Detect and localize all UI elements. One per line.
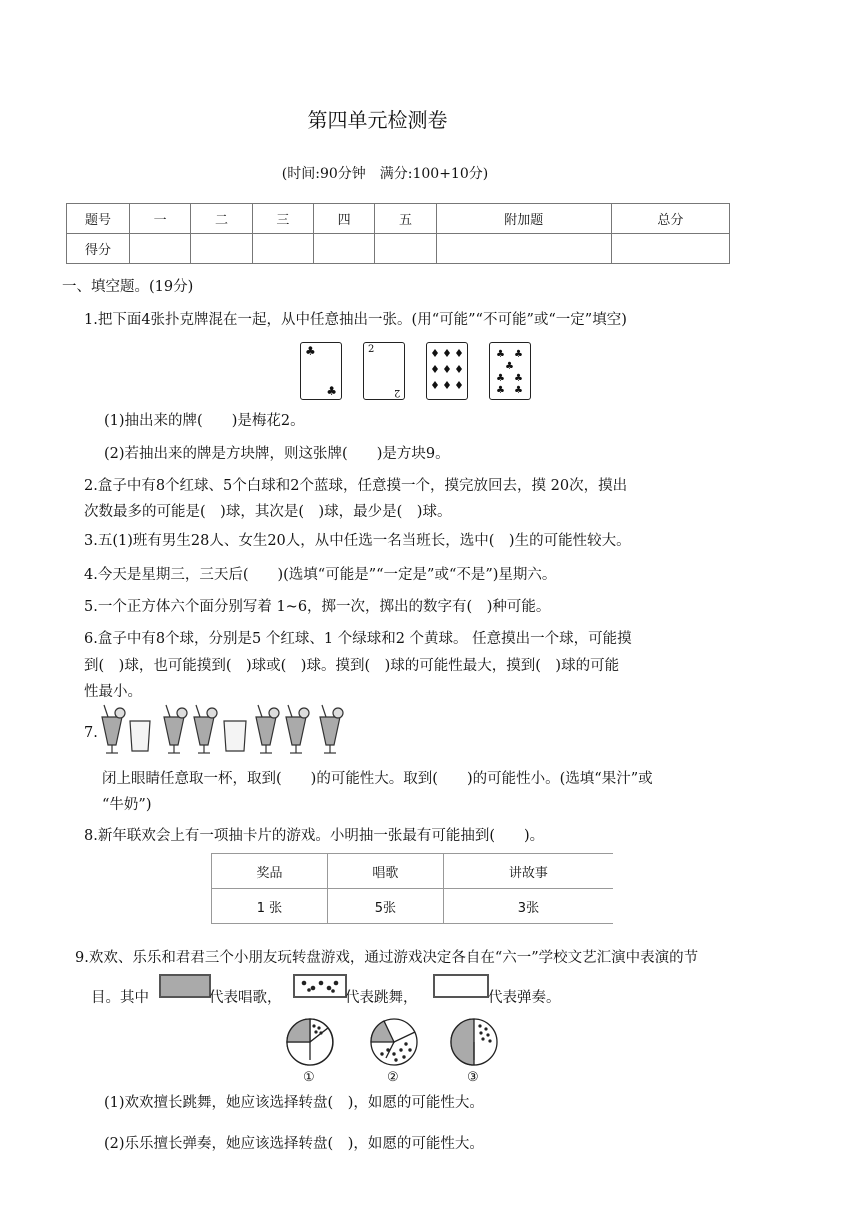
question-2-line-1: 2.盒子中有8个红球、5个白球和2个蓝球，任意摸一个，摸完放回去，摸 20次，摸出: [84, 478, 628, 494]
score-header-cell: 总分: [611, 204, 729, 234]
svg-text:♣: ♣: [496, 373, 505, 384]
score-cell[interactable]: [191, 234, 252, 264]
svg-text:♣: ♣: [514, 373, 523, 384]
juice-cup-icon: [102, 705, 125, 753]
score-header-cell: 五: [375, 204, 436, 234]
juice-cup-icon: [256, 705, 279, 753]
prize-cell: 讲故事: [443, 854, 613, 889]
spinner-label-2: ②: [387, 1070, 399, 1085]
score-cell[interactable]: [436, 234, 611, 264]
score-header-cell: 附加题: [436, 204, 611, 234]
singing-legend-icon: [159, 974, 211, 998]
spinner-label-3: ③: [467, 1070, 479, 1085]
spinner-1-icon: [287, 1019, 333, 1065]
prize-cell: 5张: [327, 889, 443, 924]
spinner-3-icon: [451, 1019, 497, 1065]
juice-cup-icon: [286, 705, 309, 753]
card-9-diamond-icon: [426, 342, 468, 400]
score-cell[interactable]: [130, 234, 191, 264]
question-1: 1.把下面4张扑克牌混在一起，从中任意抽出一张。(用“可能”“不可能”或“一定”填空): [84, 312, 627, 328]
svg-text:♣: ♣: [505, 361, 514, 372]
score-header-cell: 二: [191, 204, 252, 234]
score-cell[interactable]: [313, 234, 374, 264]
svg-text:♣: ♣: [514, 349, 523, 360]
cups-illustration: [98, 703, 353, 757]
prize-header-row: [212, 854, 614, 889]
score-cell[interactable]: [252, 234, 313, 264]
prize-cell: 1 张: [212, 889, 328, 924]
question-9-line-2b: 代表唱歌，: [209, 990, 282, 1006]
prize-cell: 奖品: [212, 854, 328, 889]
question-2-line-2: 次数最多的可能是( )球，其次是( )球，最少是( )球。: [84, 504, 452, 520]
prize-cell: 3张: [443, 889, 613, 924]
spinners-illustration: [284, 1014, 504, 1086]
question-1-sub-2: (2)若抽出来的牌是方块牌，则这张牌( )是方块9。: [104, 446, 450, 462]
question-1-sub-1: (1)抽出来的牌( )是梅花2。: [104, 413, 305, 429]
prize-table: [211, 853, 613, 924]
section-heading: 一、填空题。(19分): [62, 279, 194, 295]
question-9-line-2d: 代表弹奏。: [488, 990, 561, 1006]
question-5: 5.一个正方体六个面分别写着 1~6，掷一次，掷出的数字有( )种可能。: [84, 599, 551, 615]
score-header-cell: 四: [313, 204, 374, 234]
question-9-sub-2: (2)乐乐擅长弹奏，她应该选择转盘( )，如愿的可能性大。: [104, 1136, 484, 1152]
score-header-row: [67, 204, 730, 234]
score-row-label: 得分: [67, 234, 130, 264]
question-6-line-2: 到( )球，也可能摸到( )球或( )球。摸到( )球的可能性最大，摸到( )球的可能: [84, 658, 620, 674]
spinner-label-1: ①: [303, 1070, 315, 1085]
card-7-club-icon: [489, 342, 531, 400]
card-2-icon: 2 2: [363, 342, 405, 400]
prize-count-row: [212, 889, 614, 924]
svg-text:♣: ♣: [514, 385, 523, 396]
page-title: 第四单元检测卷: [307, 108, 448, 132]
score-cell[interactable]: [375, 234, 436, 264]
svg-text:♣: ♣: [496, 349, 505, 360]
question-7-line-1: 闭上眼睛任意取一杯，取到( )的可能性大。取到( )的可能性小。(选填“果汁”或: [102, 771, 653, 787]
score-header-cell: 题号: [67, 204, 130, 234]
spinner-2-icon: [371, 1019, 417, 1065]
question-4: 4.今天是星期三，三天后( )(选填“可能是”“一定是”或“不是”)星期六。: [84, 567, 557, 583]
svg-text:♣: ♣: [496, 385, 505, 396]
question-6-line-3: 性最小。: [84, 684, 142, 700]
question-3: 3.五(1)班有男生28人、女生20人，从中任选一名当班长，选中( )生的可能性较大。: [84, 533, 631, 549]
card-spade-icon: ♣ ♣: [300, 342, 342, 400]
question-6-line-1: 6.盒子中有8个球，分别是5 个红球、1 个绿球和2 个黄球。 任意摸出一个球，可能摸: [84, 631, 632, 647]
dancing-legend-icon: [293, 974, 347, 998]
score-table: [66, 203, 730, 264]
question-9-sub-1: (1)欢欢擅长跳舞，她应该选择转盘( )，如愿的可能性大。: [104, 1095, 484, 1111]
exam-info: (时间:90分钟 满分:100+10分): [281, 166, 489, 182]
question-9-line-2c: 代表跳舞，: [345, 990, 418, 1006]
score-row: [67, 234, 730, 264]
question-7-number: 7.: [84, 725, 98, 741]
playing-legend-icon: [433, 974, 489, 998]
milk-cup-icon: [130, 721, 150, 751]
question-8: 8.新年联欢会上有一项抽卡片的游戏。小明抽一张最有可能抽到( )。: [84, 828, 545, 844]
score-header-cell: 三: [252, 204, 313, 234]
juice-cup-icon: [164, 705, 187, 753]
juice-cup-icon: [320, 705, 343, 753]
prize-cell: 唱歌: [327, 854, 443, 889]
milk-cup-icon: [224, 721, 246, 751]
question-9-line-2a: 目。其中: [91, 990, 149, 1006]
score-cell[interactable]: [611, 234, 729, 264]
question-9-line-1: 9.欢欢、乐乐和君君三个小朋友玩转盘游戏，通过游戏决定各自在“六一”学校文艺汇演中表演的节: [75, 950, 699, 966]
juice-cup-icon: [194, 705, 217, 753]
score-header-cell: 一: [130, 204, 191, 234]
question-7-line-2: “牛奶”): [102, 797, 152, 813]
